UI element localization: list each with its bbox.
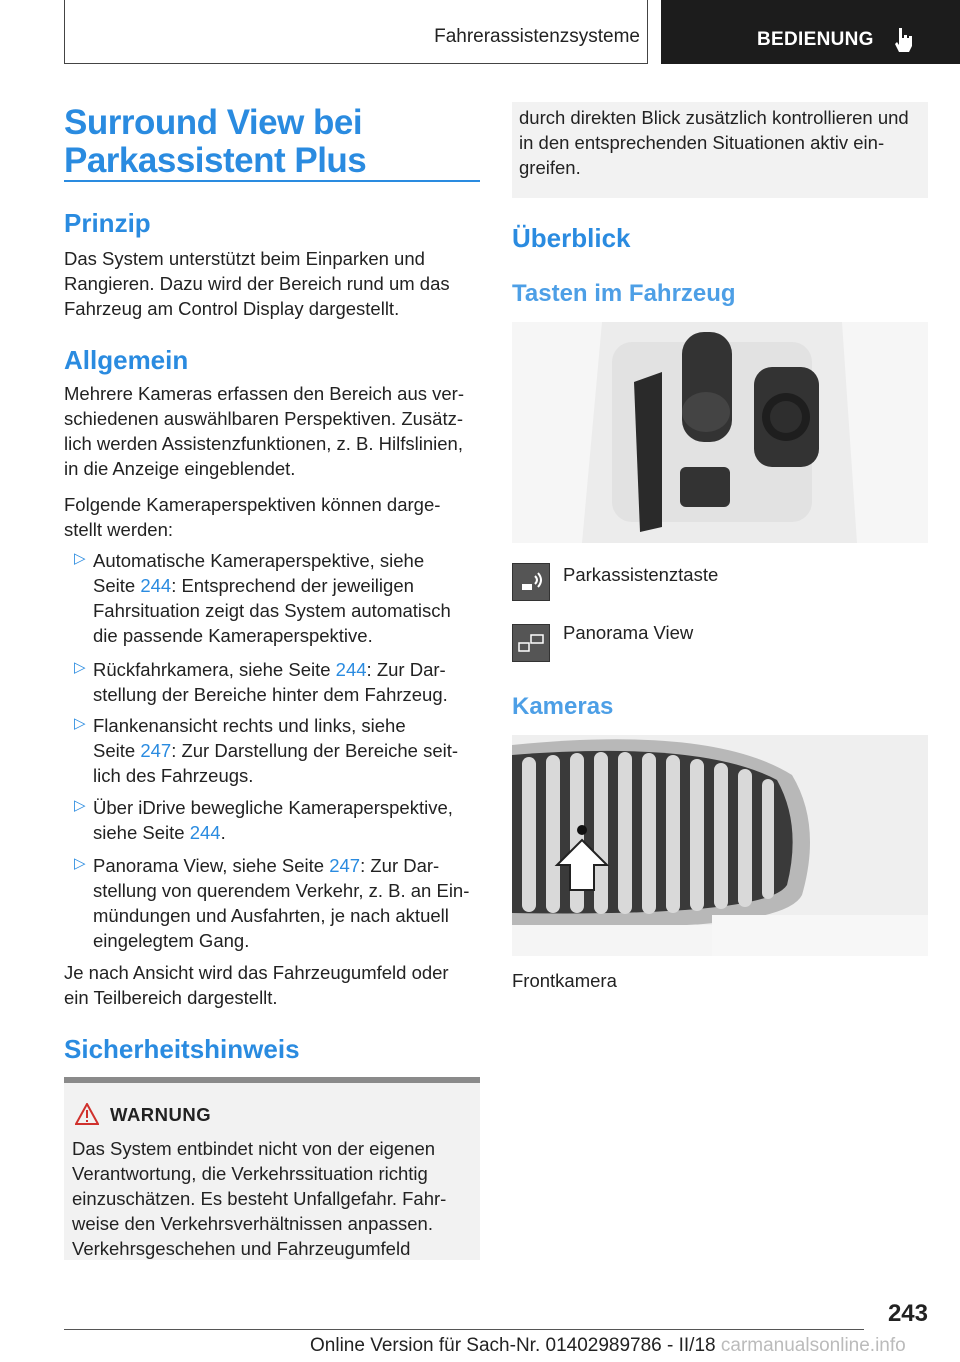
heading-kameras: Kameras: [512, 693, 614, 720]
triangle-bullet-icon: ▷: [74, 659, 86, 676]
page-title-line-2: Parkassistent Plus: [64, 141, 367, 180]
text-fragment: : Zur Darstellung der Bereiche seit‐: [171, 740, 459, 761]
text-line: lich des Fahrzeugs.: [93, 765, 254, 786]
text-line: lich werden Assistenzfunktionen, z. B. Hilfslinien,: [64, 433, 463, 454]
triangle-bullet-icon: ▷: [74, 715, 86, 732]
list-item-text: [93, 795, 483, 845]
text-line: Fahrsituation zeigt das System automatisch: [93, 600, 451, 621]
text-line: eingelegtem Gang.: [93, 930, 250, 951]
text-line: Rangieren. Dazu wird der Bereich rund um das: [64, 273, 450, 294]
text-line: greifen.: [519, 157, 581, 178]
triangle-bullet-icon: ▷: [74, 797, 86, 814]
text-line: durch direkten Blick zusätzlich kontrollieren und: [519, 107, 909, 128]
panorama-view-label: Panorama View: [563, 622, 694, 643]
console-image: [512, 322, 928, 543]
text-fragment: Seite: [93, 575, 141, 596]
page-link[interactable]: 244: [189, 822, 221, 843]
text-fragment: Rückfahrkamera, siehe Seite: [93, 659, 336, 680]
text-line: stellung von querendem Verkehr, z. B. an Ein‐: [93, 880, 470, 901]
text-fragment: Seite: [93, 740, 141, 761]
heading-sicherheitshinweis: Sicherheitshinweis: [64, 1034, 300, 1064]
page-number: 243: [887, 1300, 928, 1327]
hand-pointer-icon: [893, 26, 915, 54]
header-section-title: Fahrerassistenzsysteme: [434, 26, 640, 47]
text-line: ein Teilbereich dargestellt.: [64, 987, 278, 1008]
text-line: stellt werden:: [64, 519, 173, 540]
park-assist-label: Parkassistenztaste: [563, 564, 719, 585]
heading-tasten: Tasten im Fahrzeug: [512, 280, 736, 307]
text-line: Flankenansicht rechts und links, siehe: [93, 715, 406, 736]
front-camera-image: [512, 735, 928, 956]
page-link[interactable]: 244: [140, 575, 172, 596]
panorama-view-button-icon: [512, 624, 550, 662]
after-list-text: [64, 960, 449, 1010]
text-line: stellung der Bereiche hinter dem Fahrzeug.: [93, 684, 448, 705]
list-item-text: [93, 853, 483, 953]
text-fragment: .: [220, 822, 226, 843]
page-title-line-1: Surround View bei: [64, 103, 363, 142]
warning-text: [72, 1136, 446, 1261]
grille-illustration: [512, 735, 928, 956]
triangle-bullet-icon: ▷: [74, 550, 86, 567]
list-item-text: [93, 548, 483, 648]
text-line: Fahrzeug am Control Display dargestellt.: [64, 298, 400, 319]
text-fragment: : Entsprechend der jeweiligen: [171, 575, 414, 596]
title-rule: [64, 180, 480, 182]
footer-text: [310, 1335, 906, 1357]
triangle-bullet-icon: ▷: [74, 855, 86, 872]
text-line: schiedenen auswählbaren Perspektiven. Zusätz‐: [64, 408, 464, 429]
text-line: weise den Verkehrsverhältnissen anpassen.: [72, 1213, 433, 1234]
text-line: Automatische Kameraperspektive, siehe: [93, 550, 425, 571]
heading-allgemein: Allgemein: [64, 345, 189, 375]
text-line: Das System entbindet nicht von der eigenen: [72, 1138, 436, 1159]
text-line: Verantwortung, die Verkehrssituation richtig: [72, 1163, 428, 1184]
text-fragment: : Zur Dar‐: [366, 659, 446, 680]
text-line: mündungen und Ausfahrten, je nach aktuell: [93, 905, 449, 926]
allgemein-text: [64, 381, 464, 481]
warning-continuation-text: [519, 105, 909, 180]
text-line: die passende Kameraperspektive.: [93, 625, 373, 646]
header-tab: [661, 0, 960, 64]
text-line: Je nach Ansicht wird das Fahrzeugumfeld oder: [64, 962, 449, 983]
text-fragment: Panorama View, siehe Seite: [93, 855, 330, 876]
warning-triangle-icon: [75, 1103, 99, 1125]
text-line: Das System unterstützt beim Einparken und: [64, 248, 425, 269]
page-link[interactable]: 247: [329, 855, 361, 876]
text-line: Mehrere Kameras erfassen den Bereich aus ver‐: [64, 383, 464, 404]
text-fragment: siehe Seite: [93, 822, 190, 843]
text-line: einzuschätzen. Es besteht Unfallgefahr. Fahr‐: [72, 1188, 447, 1209]
console-illustration: [512, 322, 928, 543]
page-title: [64, 104, 366, 180]
text-line: in die Anzeige eingeblendet.: [64, 458, 296, 479]
prinzip-text: [64, 246, 450, 321]
text-fragment: : Zur Dar‐: [360, 855, 440, 876]
page-link[interactable]: 247: [140, 740, 172, 761]
footer-rule: [64, 1329, 864, 1330]
allgemein-text-2: [64, 492, 440, 542]
header-tab-label: BEDIENUNG: [757, 29, 874, 50]
front-camera-caption: Frontkamera: [512, 970, 617, 991]
text-line: Über iDrive bewegliche Kameraperspektive,: [93, 797, 453, 818]
heading-prinzip: Prinzip: [64, 208, 151, 238]
text-line: Folgende Kameraperspektiven können darge‐: [64, 494, 441, 515]
footer-watermark[interactable]: carmanualsonline.info: [720, 1335, 906, 1356]
warning-title: WARNUNG: [110, 1104, 212, 1125]
text-line: Verkehrsgeschehen und Fahrzeugumfeld: [72, 1238, 411, 1259]
list-item-text: [93, 657, 483, 707]
page-link[interactable]: 244: [335, 659, 367, 680]
heading-ueberblick: Überblick: [512, 223, 631, 253]
list-item-text: [93, 713, 483, 788]
park-assist-button-icon: [512, 563, 550, 601]
footer-version: Online Version für Sach-Nr. 01402989786 - II/18: [310, 1335, 716, 1356]
text-line: in den entsprechenden Situationen aktiv ein‐: [519, 132, 885, 153]
